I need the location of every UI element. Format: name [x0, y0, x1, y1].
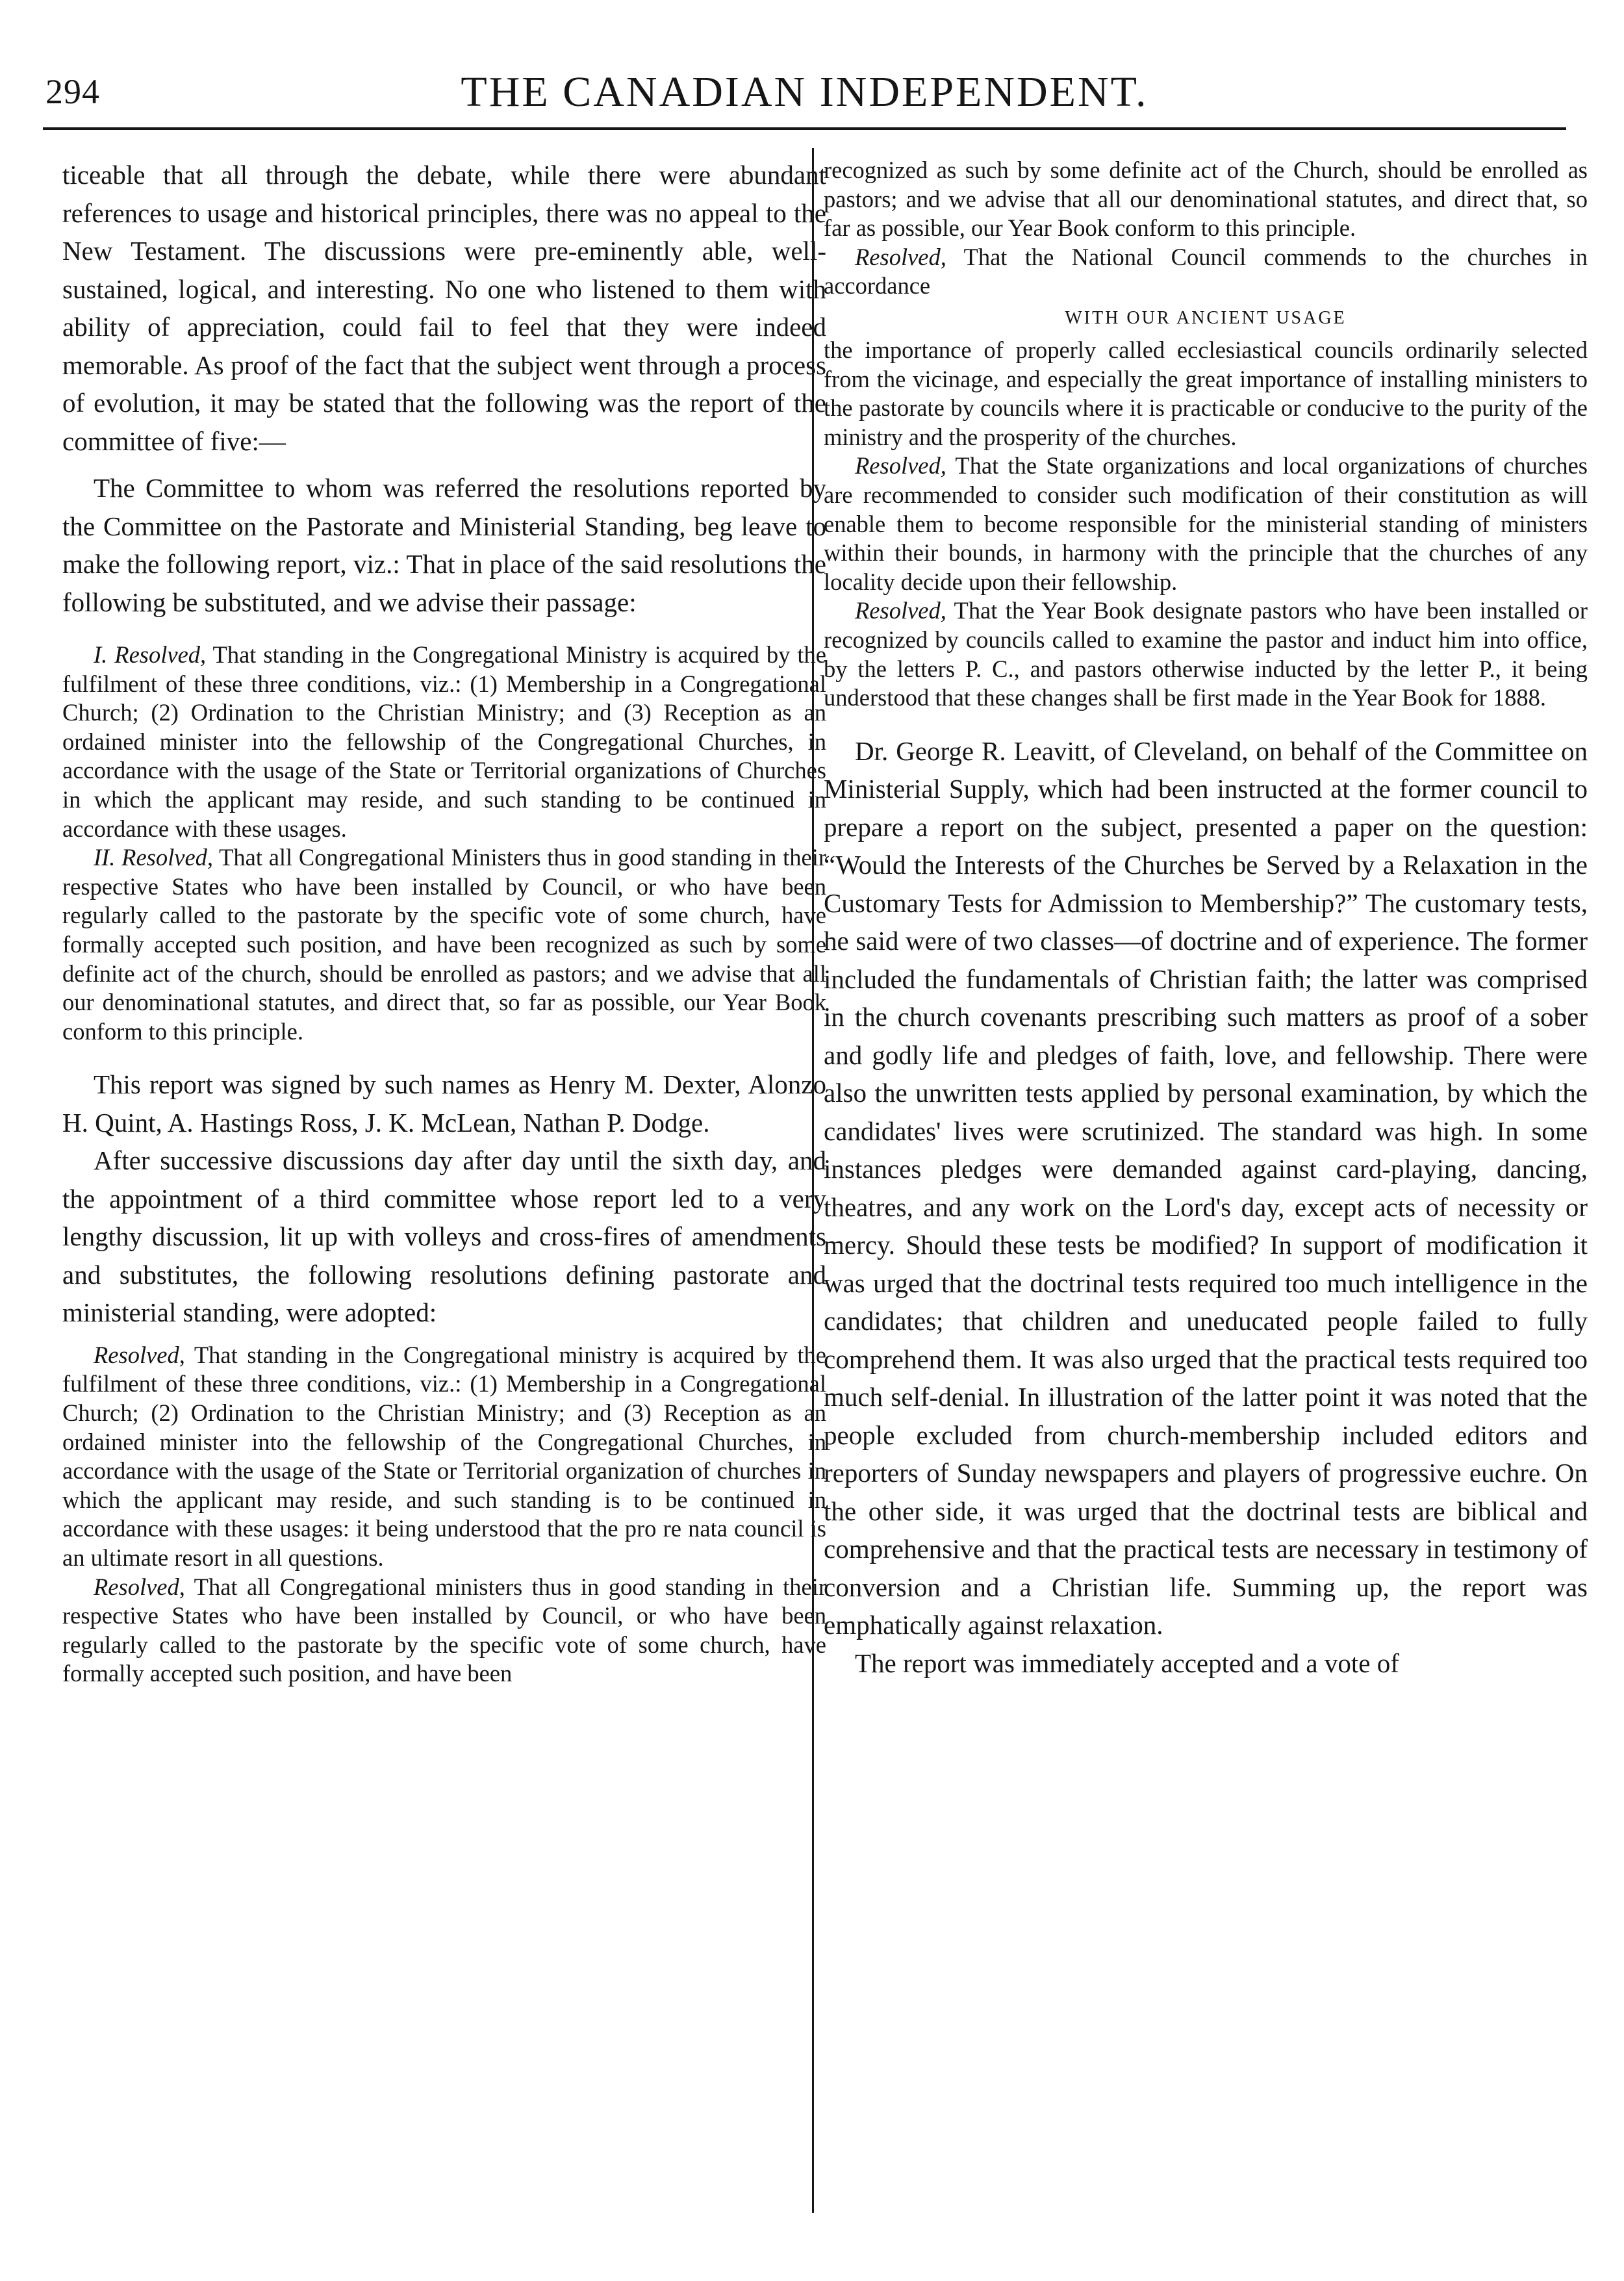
- page-header: [43, 43, 1566, 121]
- resolution-text: That the National Council commends to the churches in accordance: [824, 243, 1588, 299]
- resolution-number: I.: [94, 641, 108, 668]
- resolution-year-book: [824, 596, 1588, 712]
- paragraph-signatories: This report was signed by such names as Henry M. Dexter, Alonzo H. Quint, A. Hastings Ross, J. K. McLean, Nathan P. Dodge.: [62, 1069, 826, 1138]
- resolution-number: II.: [94, 844, 116, 871]
- resolution-councils: [824, 243, 1588, 301]
- left-column: [62, 156, 826, 2209]
- resolution-one: [62, 641, 826, 843]
- resolved-label: Resolved,: [121, 844, 214, 871]
- resolved-label: Resolved,: [94, 1341, 185, 1368]
- resolution-state-organizations: [824, 452, 1588, 596]
- page-number: 294: [45, 72, 100, 111]
- resolution-text: That all Congregational ministers thus in good standing in their respective States who have been installed by Council, or who have been regularly called to the pastorate by the specific vote of some church, have formally accepted such position, and have been: [62, 1573, 826, 1687]
- resolution-text: That the State organizations and local organizations of churches are recommended to consider such modification of their constitution as will enable them to become responsible for the ministerial standing of ministers within their bounds, in harmony with the principle that the churches of any locality decide upon their fellowship.: [824, 452, 1588, 595]
- subheading-ancient-usage: WITH OUR ANCIENT USAGE: [1065, 307, 1347, 328]
- paragraph-committee-report: The Committee to whom was referred the resolutions reported by the Committee on the Pastorate and Ministerial Standing, beg leave to make the following report, viz.: That in place of the said resolutions the following be substituted, and we advise their passage:: [62, 473, 826, 617]
- resolution-text: That all Congregational Ministers thus in good standing in their respective States who have been installed by Council, or who have been regularly called to the pastorate by the specific vote of some church, have formally accepted such position, and have been recognized as such by some definite act of the church, should be enrolled as pastors; and we advise that all our denominational statutes, and direct that, so far as possible, our Year Book conform to this principle.: [62, 844, 826, 1045]
- adopted-resolution-pastors: [62, 1573, 826, 1688]
- header-rule: [43, 127, 1566, 130]
- resolved-label: Resolved,: [855, 597, 946, 624]
- right-column: [824, 156, 1588, 2209]
- paragraph-councils: the importance of properly called ecclesiastical councils ordinarily selected from the vicinage, and especially the great importance of installing ministers to the pastorate by councils where it is practicable or conducive to the purity of the ministry and the prosperity of the churches.: [824, 336, 1588, 450]
- resolution-two: [62, 843, 826, 1046]
- resolution-text: That standing in the Congregational Ministry is acquired by the fulfilment of these three conditions, viz.: (1) Membership in a Congregational Church; (2) Ordination to the Christian Ministry; and (3) Reception as an ordained minister into the fellowship of the Congregational Churches, in accordance with the usage of the State or Territorial organizations of Churches in which the applicant may reside, and such standing to be continued in accordance with these usages.: [62, 641, 826, 842]
- resolved-label: Resolved,: [855, 452, 946, 479]
- paragraph-discussions: After successive discussions day after day until the sixth day, and the appointment of a third committee whose report led to a very lengthy discussion, lit up with volleys and cross-fires of amendments and substitutes, the following resolutions defining pastorate and ministerial standing, were adopted:: [62, 1145, 826, 1328]
- journal-title: THE CANADIAN INDEPENDENT.: [461, 68, 1148, 116]
- resolution-text: That standing in the Congregational ministry is acquired by the fulfilment of these three conditions, viz.: (1) Membership in a Congregational Church; (2) Ordination to the Christian Ministry; and (3) Reception as an ordained minister into the fellowship of the Congregational Churches, in accordance with the usage of the State or Territorial organization of churches in which the applicant may reside, and such standing is to be continued in accordance with these usages: it being understood that the pro re nata council is an ultimate resort in all questions.: [62, 1341, 826, 1571]
- continued-resolution: recognized as such by some definite act of the Church, should be enrolled as pastors; and we advise that all our denominational statutes, and direct that, so far as possible, our Year Book conform to this principle.: [824, 157, 1588, 242]
- paragraph-leavitt-report: Dr. George R. Leavitt, of Cleveland, on behalf of the Committee on Ministerial Supply, which had been instructed at the former council to prepare a report on the subject, presented a paper on the question: “Would the Interests of the Churches be Served by a Relaxation in the Customary Tests for Admission to Membership?” The customary tests, he said were of two classes—of doctrine and of experience. The former included the fundamentals of Christian faith; the latter was comprised in the church covenants prescribing such matters as proof of a sober and godly life and pledges of faith, love, and fellowship. There were also the unwritten tests applied by personal examination, by which the candidates' lives were scrutinized. The standard was high. In some instances pledges were demanded against card-playing, dancing, theatres, and any work on the Lord's day, except acts of necessity or mercy. Should these tests be modified? In support of modification it was urged that the doctrinal tests required too much intelligence in the candidates; that children and uneducated people failed to fully comprehend them. It was also urged that the practical tests required too much self-denial. In illustration of the latter point it was noted that the people excluded from church-membership included editors and reporters of Sunday newspapers and players of progressive euchre. On the other side, it was urged that the doctrinal tests are biblical and comprehensive and that the practical tests are necessary in testimony of conversion and a Christian life. Summing up, the report was emphatically against relaxation.: [824, 735, 1588, 1640]
- resolved-label: Resolved,: [94, 1573, 185, 1600]
- paragraph-debate: ticeable that all through the debate, while there were abundant references to usage and historical principles, there was no appeal to the New Testament. The discussions were pre-eminently able, well-sustained, logical, and interesting. No one who listened to them with ability of appreciation, could fail to feel that they were indeed memorable. As proof of the fact that the subject went through a process of evolution, it may be stated that the following was the report of the committee of five:—: [62, 160, 826, 456]
- adopted-resolution-standing: [62, 1341, 826, 1573]
- paragraph-report-accepted: The report was immediately accepted and a vote of: [855, 1648, 1399, 1678]
- resolved-label: Resolved,: [855, 243, 946, 270]
- resolved-label: Resolved,: [114, 641, 207, 668]
- resolution-text: That the Year Book designate pastors who have been installed or recognized by councils called to examine the pastor and induct him into office, by the letters P. C., and pastors otherwise inducted by the letter P., it being understood that these changes shall be first made in the Year Book for 1888.: [824, 597, 1588, 711]
